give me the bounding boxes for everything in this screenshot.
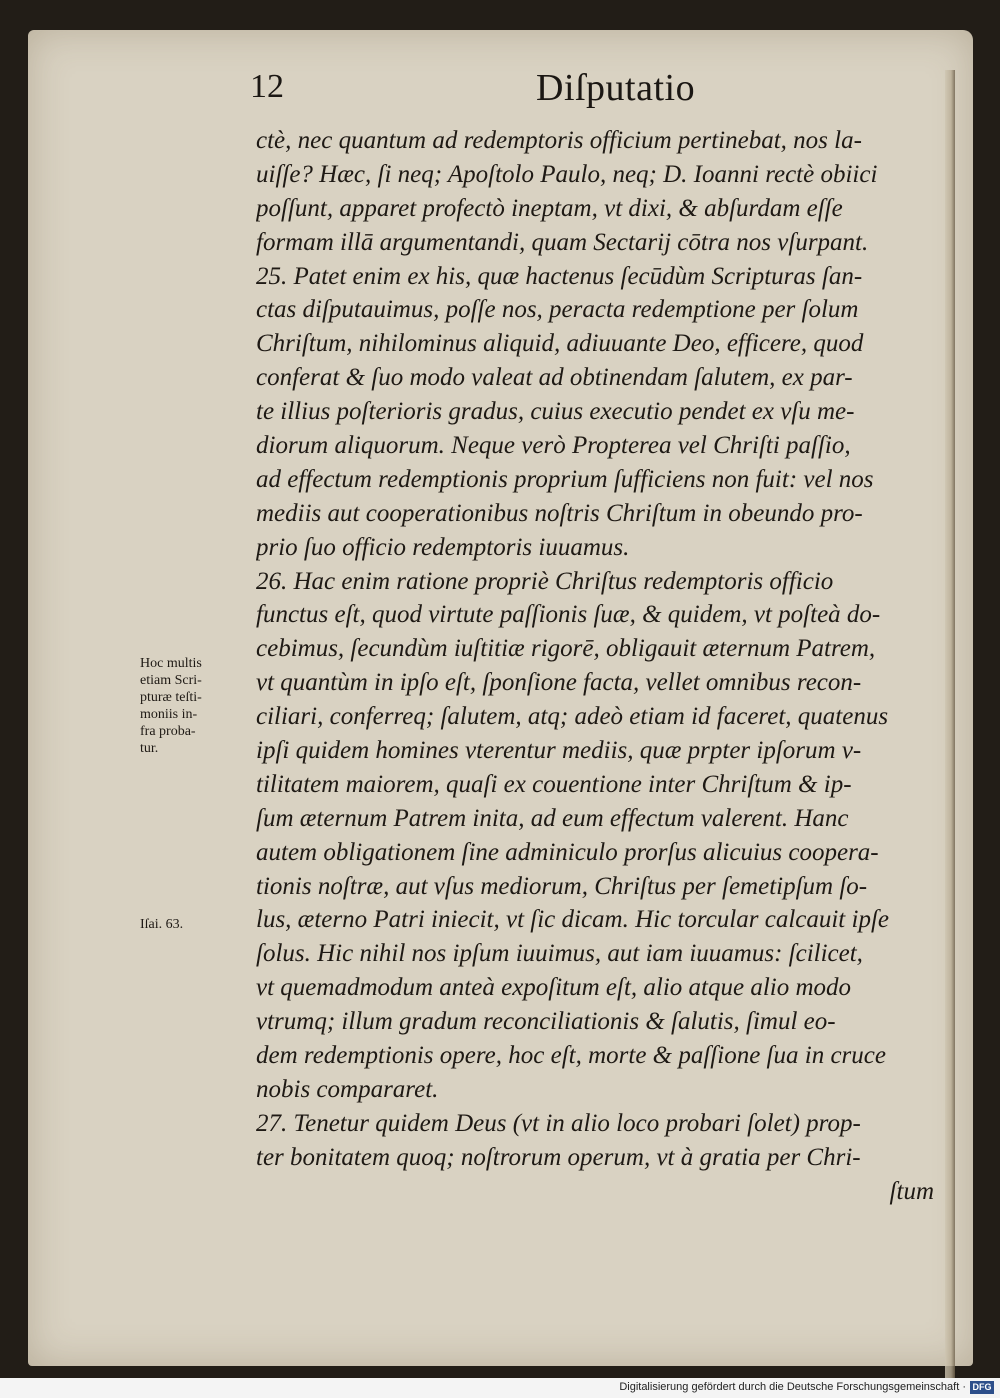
margin-note-line: etiam Scri- xyxy=(140,673,202,688)
margin-note-line: Iſai. 63. xyxy=(140,917,184,932)
margin-note-line: pturæ teſti- xyxy=(140,690,202,705)
text-line: 27. Tenetur quidem Deus (vt in alio loco probari ſolet) prop- xyxy=(256,1109,861,1137)
body-text xyxy=(256,124,942,1209)
text-line: formam illā argumentandi, quam Sectarij cōtra nos vſurpant. xyxy=(256,228,869,256)
text-line: ſolus. Hic nihil nos ipſum iuuimus, aut iam iuuamus: ſcilicet, xyxy=(256,940,863,968)
text-line: ſum æternum Patrem inita, ad eum effectum valerent. Hanc xyxy=(256,804,849,832)
text-line: prio ſuo officio redemptoris iuuamus. xyxy=(256,533,630,561)
running-title: Diſputatio xyxy=(536,67,696,109)
footer-bar xyxy=(0,1378,1000,1398)
text-line: conferat & ſuo modo valeat ad obtinendam ſalutem, ex par- xyxy=(256,364,853,392)
text-line: nobis compararet. xyxy=(256,1075,439,1103)
text-line: ctè, nec quantum ad redemptoris officium pertinebat, nos la- xyxy=(256,127,862,154)
text-line: ciliari, conferreq; ſalutem, atq; adeò etiam id faceret, quatenus xyxy=(256,703,889,731)
text-line: tionis noſtræ, aut vſus mediorum, Chriſtus per ſemetipſum ſo- xyxy=(256,872,868,900)
text-line: 26. Hac enim ratione propriè Chriſtus redemptoris officio xyxy=(256,567,834,595)
text-line: uiſſe? Hæc, ſi neq; Apoſtolo Paulo, neq; D. Ioanni rectè obiici xyxy=(256,160,878,188)
text-line: 25. Patet enim ex his, quæ hactenus ſecūdùm Scripturas ſan- xyxy=(256,262,863,290)
text-line: functus eſt, quod virtute paſſionis ſuæ, & quidem, vt poſteà do- xyxy=(256,601,881,629)
text-line: cebimus, ſecundùm iuſtitiæ rigorē, obligauit æternum Patrem, xyxy=(256,635,876,663)
footer-credit: Digitalisierung gefördert durch die Deutsche Forschungsgemeinschaft · xyxy=(619,1381,966,1393)
text-line: vtrumq; illum gradum reconciliationis & ſalutis, ſimul eo- xyxy=(256,1008,836,1036)
margin-note-line: tur. xyxy=(140,741,159,756)
margin-note-line: moniis in- xyxy=(140,707,198,722)
page-edge xyxy=(945,70,955,1390)
text-line: diorum aliquorum. Neque verò Propterea vel Chriſti paſſio, xyxy=(256,432,851,460)
text-line: mediis aut cooperationibus noſtris Chriſtum in obeundo pro- xyxy=(256,499,863,527)
text-line: Chriſtum, nihilominus aliquid, adiuuante Deo, efficere, quod xyxy=(256,330,864,358)
margin-note-line: Hoc multis xyxy=(140,656,202,671)
page-number: 12 xyxy=(250,68,284,105)
text-line: lus, æterno Patri iniecit, vt ſic dicam. Hic torcular calcauit ipſe xyxy=(256,906,889,934)
text-line: autem obligationem ſine adminiculo prorſus alicuius coopera- xyxy=(256,838,879,866)
dfg-logo: DFG xyxy=(970,1381,994,1394)
running-head xyxy=(250,66,730,114)
text-line: poſſunt, apparet profectò ineptam, vt dixi, & abſurdam eſſe xyxy=(256,194,843,222)
text-line: ter bonitatem quoq; noſtrorum operum, vt à gratia per Chri- xyxy=(256,1143,861,1171)
text-line: vt quantùm in ipſo eſt, ſponſione facta, vellet omnibus recon- xyxy=(256,669,862,697)
margin-note xyxy=(140,655,260,757)
text-line: ipſi quidem homines vterentur mediis, quæ prpter ipſorum v- xyxy=(256,737,862,765)
text-line: ad effectum redemptionis proprium ſufficiens non fuit: vel nos xyxy=(256,465,874,493)
text-line: te illius poſterioris gradus, cuius executio pendet ex vſu me- xyxy=(256,398,855,426)
catchword: ſtum xyxy=(889,1177,934,1205)
text-line: vt quemadmodum anteà expoſitum eſt, alio atque alio modo xyxy=(256,974,852,1002)
margin-note-line: fra proba- xyxy=(140,724,196,739)
margin-note-reference xyxy=(140,916,260,933)
text-line: ctas diſputauimus, poſſe nos, peracta redemptione per ſolum xyxy=(256,296,859,324)
text-line: dem redemptionis opere, hoc eſt, morte & paſſione ſua in cruce xyxy=(256,1042,886,1070)
text-line: tilitatem maiorem, quaſi ex couentione inter Chriſtum & ip- xyxy=(256,770,852,798)
